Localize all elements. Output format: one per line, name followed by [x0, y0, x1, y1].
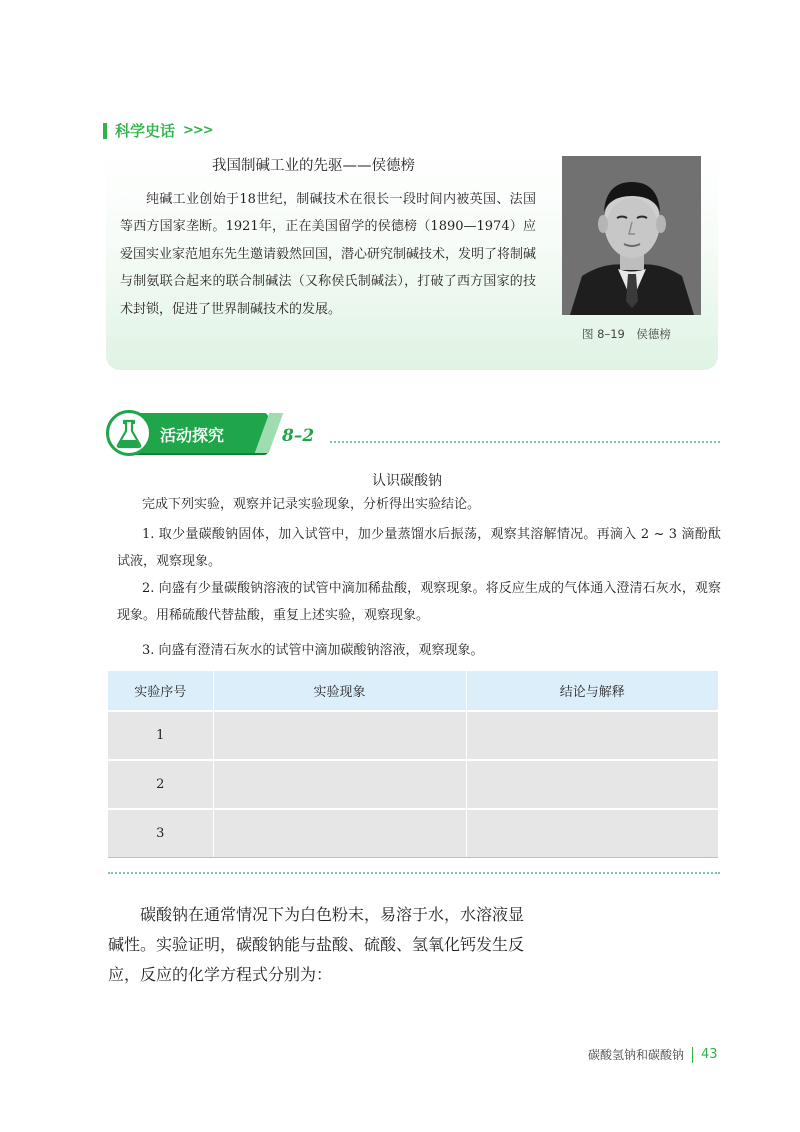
- science-history-header: [103, 120, 213, 141]
- conclusion-cell[interactable]: [466, 760, 718, 809]
- phenomenon-cell[interactable]: [213, 711, 466, 760]
- section-marker-bar: [103, 123, 107, 139]
- phenomenon-cell[interactable]: [213, 809, 466, 858]
- row-number: 2: [108, 760, 213, 809]
- conclusion-cell[interactable]: [466, 711, 718, 760]
- activity-label: 活动探究: [160, 426, 225, 445]
- table-row: [108, 760, 718, 809]
- dotted-divider: [330, 441, 720, 443]
- table-row: [108, 809, 718, 858]
- header-conclusion: 结论与解释: [466, 671, 718, 711]
- chevron-right-icon: >>>: [183, 123, 213, 138]
- page-footer: [588, 1046, 718, 1063]
- row-number: 1: [108, 711, 213, 760]
- header-experiment-number: 实验序号: [108, 671, 213, 711]
- science-history-label: 科学史话: [115, 122, 176, 140]
- table-row: [108, 711, 718, 760]
- table-header-row: [108, 671, 718, 711]
- science-history-paragraph: 纯碱工业创始于18世纪，制碱技术在很长一段时间内被英国、法国等西方国家垄断。1921年，正在美国留学的侯德榜（1890—1974）应爱国实业家范旭东先生邀请毅然回国，潜心研究制碱技术，发明了将制碱与制氨联合起来的联合制碱法（又称侯氏制碱法），打破了西方国家的技术封锁，促进了世界制碱技术的发展。: [120, 192, 537, 317]
- dotted-divider-bottom: [108, 872, 720, 874]
- body-paragraph: 碳酸钠在通常情况下为白色粉末，易溶于水，水溶液显碱性。实验证明，碳酸钠能与盐酸、硫酸、氢氧化钙发生反应，反应的化学方程式分别为：: [108, 905, 525, 984]
- activity-step-3: 3. 向盛有澄清石灰水的试管中滴加碳酸钠溶液，观察现象。: [142, 643, 484, 658]
- conclusion-cell[interactable]: [466, 809, 718, 858]
- flask-icon: [106, 410, 152, 456]
- header-phenomenon: 实验现象: [213, 671, 466, 711]
- science-history-heading: 我国制碱工业的先驱——侯德榜: [212, 158, 415, 174]
- page-number: 43: [701, 1047, 718, 1062]
- portrait-photo: [562, 156, 701, 315]
- activity-step-2: 2. 向盛有少量碳酸钠溶液的试管中滴加稀盐酸，观察现象。将反应生成的气体通入澄清石灰水，观察现象。用稀硫酸代替盐酸，重复上述实验，观察现象。: [117, 581, 721, 623]
- activity-topic: 认识碳酸钠: [372, 473, 442, 489]
- figure-caption: 图 8–19 侯德榜: [582, 327, 671, 341]
- activity-number: 8–2: [282, 426, 315, 446]
- row-number: 3: [108, 809, 213, 858]
- activity-intro: 完成下列实验，观察并记录实验现象，分析得出实验结论。: [142, 497, 481, 512]
- footer-separator: [692, 1047, 693, 1063]
- experiment-table: [108, 671, 718, 858]
- footer-section-title: 碳酸氢钠和碳酸钠: [588, 1048, 685, 1062]
- phenomenon-cell[interactable]: [213, 760, 466, 809]
- activity-step-1: 1. 取少量碳酸钠固体，加入试管中，加少量蒸馏水后振荡，观察其溶解情况。再滴入 2 ~ 3 滴酚酞试液，观察现象。: [117, 527, 721, 569]
